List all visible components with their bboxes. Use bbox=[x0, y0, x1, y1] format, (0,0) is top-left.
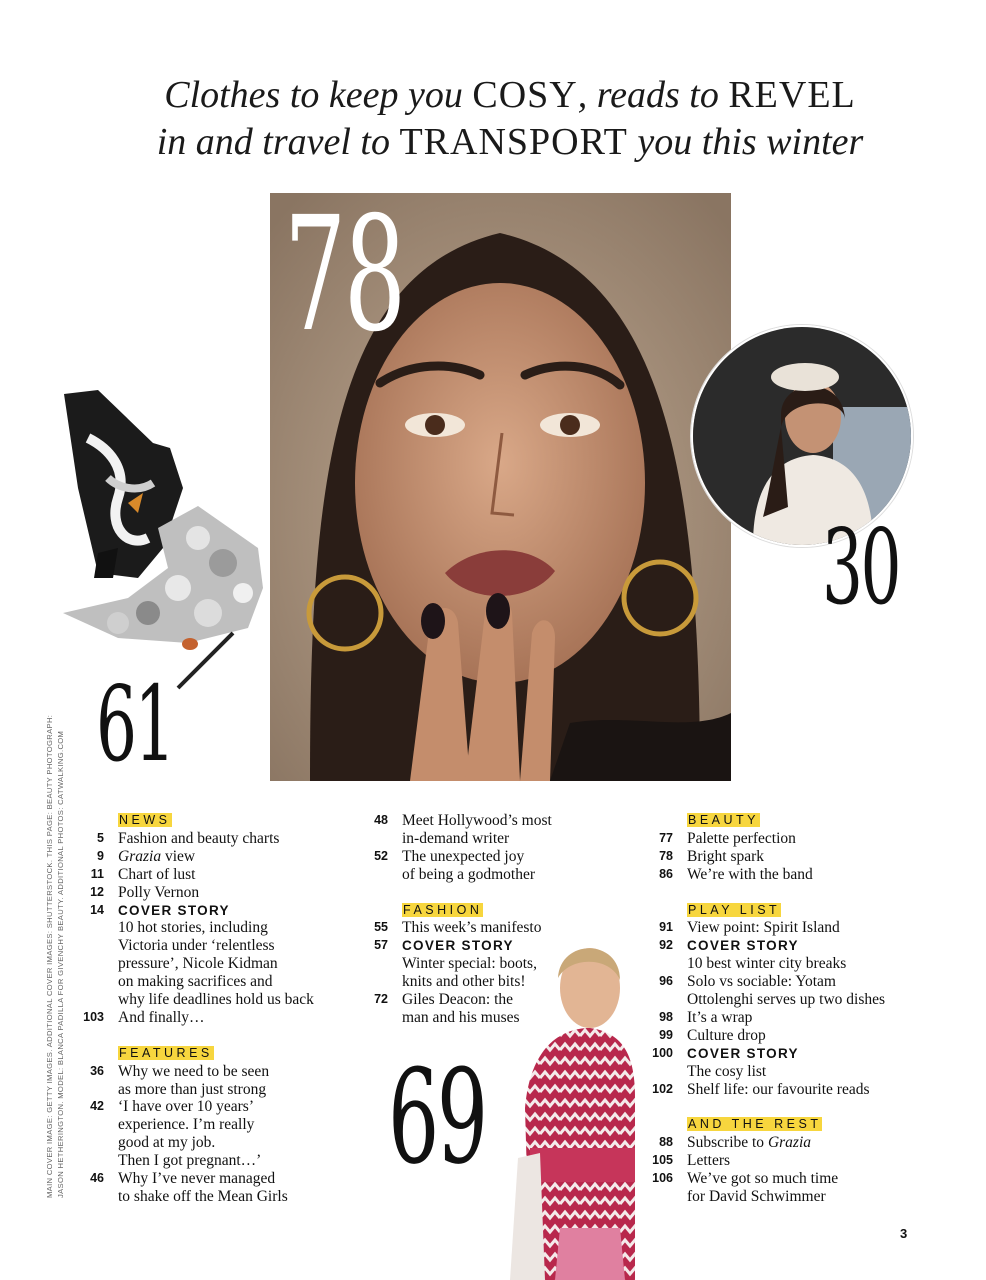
page-ref-30[interactable]: 30 bbox=[822, 506, 900, 628]
credit-line: JASON HETHERINGTON. MODEL: BLANCA PADILLA FOR GIVENCHY BEAUTY. ADDITIONAL PHOTOS: CATWALKING.COM bbox=[56, 730, 65, 1198]
entry-title-rest: view bbox=[161, 847, 196, 865]
contents-entry-continued[interactable] bbox=[60, 955, 360, 973]
contents-entry-continued[interactable] bbox=[629, 955, 929, 973]
entry-title: Why we need to be seen bbox=[118, 1062, 270, 1080]
headline-emphasis: REVEL bbox=[728, 74, 856, 116]
contents-entry[interactable] bbox=[629, 1045, 929, 1063]
entry-title: Ottolenghi serves up two dishes bbox=[687, 991, 886, 1009]
contents-entry[interactable] bbox=[60, 848, 360, 866]
entry-title: Bright spark bbox=[687, 847, 765, 865]
entry-title: pressure’, Nicole Kidman bbox=[118, 955, 278, 973]
page-ref: 52 bbox=[374, 848, 388, 863]
section-heading bbox=[629, 902, 929, 920]
entry-title: The unexpected joy bbox=[402, 847, 525, 865]
section-heading bbox=[629, 812, 929, 830]
entry-title: This week’s manifesto bbox=[402, 919, 542, 937]
headline-emphasis: TRANSPORT bbox=[399, 121, 628, 163]
page-ref: 103 bbox=[83, 1009, 104, 1024]
contents-entry[interactable] bbox=[629, 1152, 929, 1170]
entry-title: to shake off the Mean Girls bbox=[118, 1188, 288, 1206]
entry-title: for David Schwimmer bbox=[687, 1188, 826, 1205]
entry-title: of being a godmother bbox=[402, 865, 536, 883]
entry-title: experience. I’m really bbox=[118, 1116, 255, 1134]
entry-title: on making sacrifices and bbox=[118, 973, 273, 991]
contents-entry-continued[interactable] bbox=[344, 830, 564, 848]
contents-entry[interactable] bbox=[60, 902, 360, 920]
entry-title-start: Subscribe to bbox=[687, 1134, 768, 1152]
page-ref: 9 bbox=[97, 848, 104, 863]
spacer bbox=[629, 884, 929, 902]
entry-title: Giles Deacon: the bbox=[402, 991, 514, 1009]
contents-entry[interactable] bbox=[344, 812, 564, 830]
contents-entry-continued[interactable] bbox=[629, 1063, 929, 1081]
page-ref: 106 bbox=[652, 1171, 673, 1186]
page-ref bbox=[60, 1152, 118, 1170]
contents-entry-continued[interactable] bbox=[60, 919, 360, 937]
contents-entry-continued[interactable] bbox=[60, 1152, 360, 1170]
page-ref bbox=[629, 812, 687, 830]
contents-entry-continued[interactable] bbox=[344, 866, 564, 884]
entry-title: man and his muses bbox=[402, 1008, 520, 1026]
contents-entry-continued[interactable] bbox=[629, 1188, 929, 1206]
page-ref-61[interactable]: 61 bbox=[96, 663, 174, 785]
page-ref: 57 bbox=[374, 938, 388, 953]
contents-entry-continued[interactable] bbox=[344, 955, 564, 973]
contents-entry-continued[interactable] bbox=[629, 991, 929, 1009]
headline-text: in and travel to bbox=[156, 121, 400, 163]
page-ref: 12 bbox=[90, 884, 104, 899]
contents-entry-continued[interactable] bbox=[60, 1188, 360, 1206]
boots-illustration bbox=[58, 388, 268, 698]
entry-title: Why I’ve never managed bbox=[118, 1170, 276, 1188]
contents-entry[interactable] bbox=[629, 919, 929, 937]
contents-entry[interactable] bbox=[629, 937, 929, 955]
entry-title: Winter special: boots, bbox=[402, 955, 537, 973]
page-ref: 55 bbox=[374, 920, 388, 935]
page-ref: 99 bbox=[659, 1027, 673, 1042]
page-ref bbox=[60, 1188, 118, 1206]
contents-entry[interactable] bbox=[60, 866, 360, 884]
page-ref bbox=[60, 1116, 118, 1134]
page-ref bbox=[344, 955, 402, 973]
boots-photo bbox=[58, 388, 268, 698]
cover-story-label: COVER STORY bbox=[402, 938, 514, 954]
page-ref bbox=[60, 991, 118, 1009]
contents-entry[interactable] bbox=[629, 848, 929, 866]
page-ref: 77 bbox=[659, 830, 673, 845]
contents-entry[interactable] bbox=[629, 1009, 929, 1027]
publication-name: Grazia bbox=[118, 847, 162, 865]
page-ref bbox=[629, 1063, 687, 1081]
entry-title: Then I got pregnant…’ bbox=[118, 1152, 262, 1170]
page-ref bbox=[60, 1081, 118, 1099]
entry-title bbox=[118, 848, 360, 866]
entry-title: Victoria under ‘relentless bbox=[118, 937, 275, 955]
section-label: NEWS bbox=[119, 813, 171, 827]
entry-title: And finally… bbox=[118, 1008, 205, 1026]
page-ref: 100 bbox=[652, 1045, 673, 1060]
page-ref: 5 bbox=[97, 830, 104, 845]
page-ref: 36 bbox=[90, 1063, 104, 1078]
headline-emphasis: COSY bbox=[472, 74, 578, 116]
entry-title: Fashion and beauty charts bbox=[118, 829, 280, 847]
page-ref: 48 bbox=[374, 813, 388, 827]
page-ref bbox=[629, 1116, 687, 1134]
page-ref: 42 bbox=[90, 1099, 104, 1114]
page-ref: 102 bbox=[652, 1081, 673, 1096]
page-ref bbox=[344, 902, 402, 920]
entry-title: We’ve got so much time bbox=[687, 1170, 839, 1188]
section-label: BEAUTY bbox=[688, 813, 760, 827]
spacer bbox=[60, 1027, 360, 1045]
contents-column-1 bbox=[60, 812, 360, 1206]
contents-column-2 bbox=[344, 812, 564, 1027]
contents-entry[interactable] bbox=[629, 830, 929, 848]
section-label: PLAY LIST bbox=[688, 902, 781, 917]
contents-entry-continued[interactable] bbox=[60, 1081, 360, 1099]
contents-entry-continued[interactable] bbox=[60, 973, 360, 991]
page-ref bbox=[629, 955, 687, 973]
page-ref: 92 bbox=[659, 938, 673, 953]
page-ref: 91 bbox=[659, 920, 673, 935]
entry-title: Palette perfection bbox=[687, 829, 796, 847]
page-ref bbox=[60, 955, 118, 973]
contents-entry[interactable] bbox=[344, 919, 564, 937]
section-heading bbox=[629, 1116, 929, 1134]
page-ref bbox=[629, 1188, 687, 1206]
contents-entry-continued[interactable] bbox=[60, 1116, 360, 1134]
contents-entry-continued[interactable] bbox=[60, 1134, 360, 1152]
entry-title: Chart of lust bbox=[118, 865, 196, 883]
entry-title: Solo vs sociable: Yotam bbox=[687, 973, 836, 991]
page-ref bbox=[344, 973, 402, 991]
spacer bbox=[344, 884, 564, 902]
headline-line-2 bbox=[60, 119, 960, 166]
page-ref-69[interactable]: 69 bbox=[388, 1041, 486, 1193]
page-ref bbox=[344, 830, 402, 848]
entry-title: Meet Hollywood’s most bbox=[402, 812, 552, 829]
contents-entry-continued[interactable] bbox=[344, 973, 564, 991]
entry-title: 10 hot stories, including bbox=[118, 919, 268, 937]
contents-entry-continued[interactable] bbox=[60, 937, 360, 955]
page-ref: 96 bbox=[659, 974, 673, 989]
contents-entry[interactable] bbox=[629, 1027, 929, 1045]
contents-entry[interactable] bbox=[344, 991, 564, 1009]
page-ref: 88 bbox=[659, 1135, 673, 1150]
page-ref: 46 bbox=[90, 1171, 104, 1186]
entry-title: It’s a wrap bbox=[687, 1008, 753, 1026]
headline-text: Clothes to keep you bbox=[164, 74, 473, 116]
contents-entry[interactable] bbox=[60, 884, 360, 902]
cover-story-label: COVER STORY bbox=[687, 938, 799, 954]
contents-entry[interactable] bbox=[344, 848, 564, 866]
page-ref bbox=[344, 1009, 402, 1027]
entry-title: 10 best winter city breaks bbox=[687, 955, 847, 973]
page-number: 3 bbox=[900, 1226, 908, 1241]
page-ref bbox=[629, 902, 687, 920]
section-label: FASHION bbox=[403, 902, 483, 917]
spacer bbox=[629, 1098, 929, 1116]
contents-entry[interactable] bbox=[629, 1170, 929, 1188]
contents-entry[interactable] bbox=[629, 973, 929, 991]
entry-title: why life deadlines hold us back bbox=[118, 991, 314, 1009]
page-ref bbox=[629, 991, 687, 1009]
entry-title: View point: Spirit Island bbox=[687, 919, 840, 937]
section-label: AND THE REST bbox=[688, 1117, 822, 1132]
contents-entry[interactable] bbox=[629, 1134, 929, 1152]
page-ref bbox=[60, 1134, 118, 1152]
entry-title: good at my job. bbox=[118, 1134, 216, 1152]
headline bbox=[60, 72, 960, 166]
section-label: FEATURES bbox=[119, 1045, 213, 1060]
credit-line: MAIN COVER IMAGE: GETTY IMAGES. ADDITIONAL COVER IMAGES: SHUTTERSTOCK. THIS PAGE: BEAUTY PHOTOGRAPH: bbox=[45, 714, 54, 1198]
page-ref: 78 bbox=[659, 848, 673, 863]
cover-story-label: COVER STORY bbox=[687, 1045, 799, 1061]
headline-line-1 bbox=[60, 72, 960, 119]
page-ref: 14 bbox=[90, 902, 104, 917]
page-ref: 86 bbox=[659, 866, 673, 881]
contents-entry[interactable] bbox=[60, 1009, 360, 1027]
entry-title: in-demand writer bbox=[402, 829, 510, 847]
entry-title: Culture drop bbox=[687, 1026, 766, 1044]
contents-entry[interactable] bbox=[60, 1170, 360, 1188]
entry-title: We’re with the band bbox=[687, 865, 813, 883]
entry-title: as more than just strong bbox=[118, 1080, 267, 1098]
contents-entry[interactable] bbox=[629, 866, 929, 884]
headline-text: , reads to bbox=[577, 74, 729, 116]
page-ref bbox=[60, 919, 118, 937]
page-ref bbox=[60, 812, 118, 830]
cover-story-label: COVER STORY bbox=[118, 902, 230, 918]
contents-entry[interactable] bbox=[60, 1063, 360, 1081]
page-ref: 11 bbox=[90, 866, 104, 881]
contents-column-3 bbox=[629, 812, 929, 1206]
contents-entry[interactable] bbox=[60, 830, 360, 848]
page-ref bbox=[60, 1045, 118, 1063]
publication-name: Grazia bbox=[767, 1134, 812, 1152]
contents-entry-continued[interactable] bbox=[60, 991, 360, 1009]
page-ref bbox=[344, 866, 402, 884]
section-heading bbox=[60, 812, 360, 830]
contents-entry[interactable] bbox=[60, 1098, 360, 1116]
page-ref bbox=[60, 937, 118, 955]
section-heading bbox=[344, 902, 564, 920]
page-ref: 98 bbox=[659, 1009, 673, 1024]
entry-title: Letters bbox=[687, 1152, 731, 1170]
contents-entry[interactable] bbox=[629, 1081, 929, 1099]
contents-entry[interactable] bbox=[344, 937, 564, 955]
page-ref-78[interactable]: 78 bbox=[284, 183, 404, 367]
page-ref: 72 bbox=[374, 992, 388, 1007]
entry-title: The cosy list bbox=[687, 1062, 767, 1080]
entry-title: Polly Vernon bbox=[118, 883, 200, 901]
headline-text: you this winter bbox=[627, 121, 864, 163]
entry-title: ‘I have over 10 years’ bbox=[118, 1098, 254, 1116]
entry-title bbox=[687, 1134, 929, 1152]
contents-entry-continued[interactable] bbox=[344, 1009, 564, 1027]
entry-title: Shelf life: our favourite reads bbox=[687, 1080, 870, 1098]
page-ref bbox=[60, 973, 118, 991]
page-ref: 105 bbox=[652, 1153, 673, 1168]
entry-title: knits and other bits! bbox=[402, 973, 526, 991]
section-heading bbox=[60, 1045, 360, 1063]
